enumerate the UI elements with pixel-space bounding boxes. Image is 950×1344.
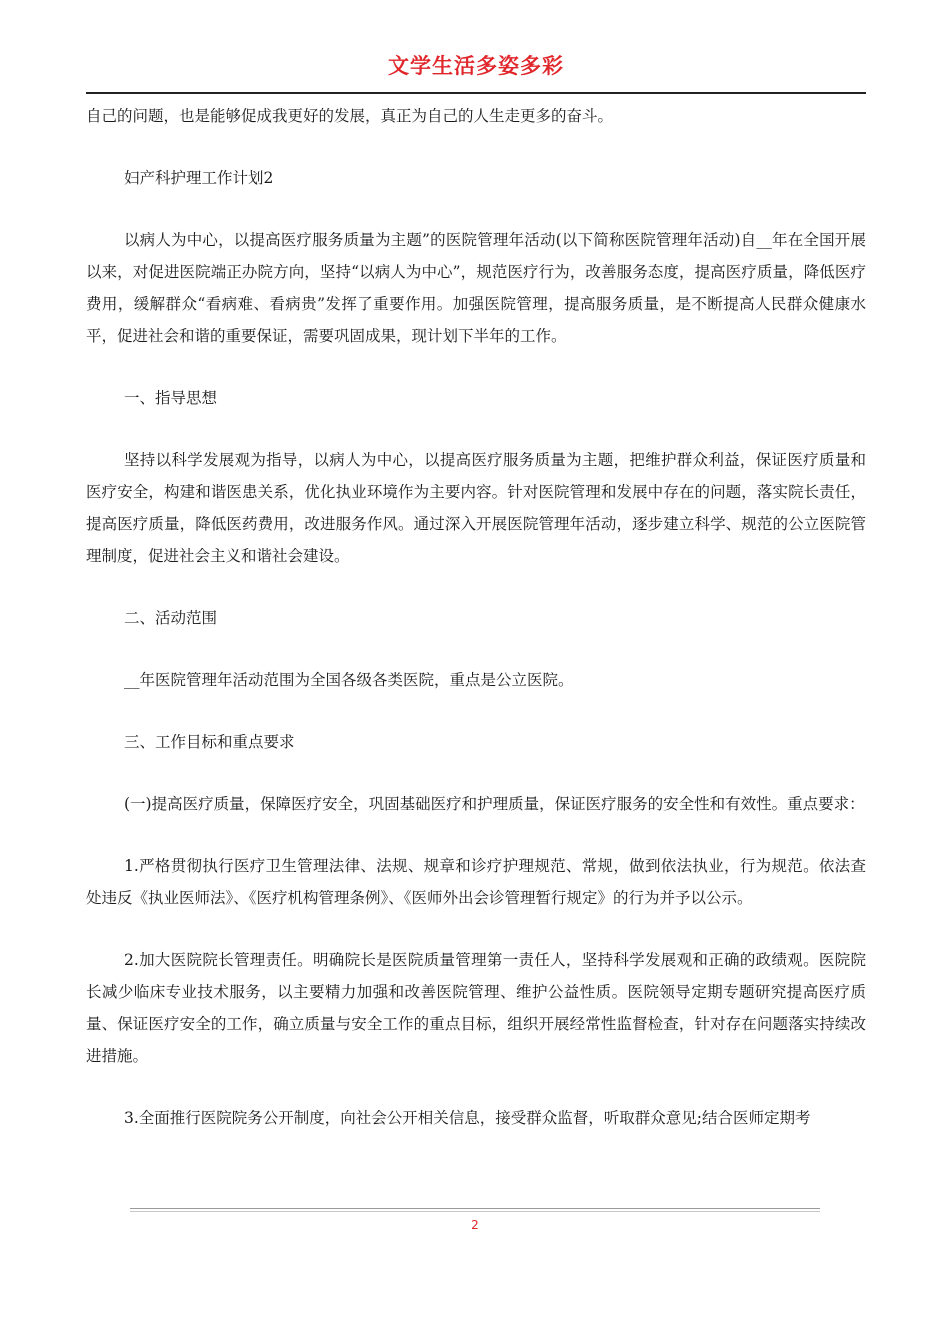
footer-rule (130, 1208, 820, 1212)
document-body (86, 100, 866, 1134)
paragraph-continuation: 自己的问题，也是能够促成我更好的发展，真正为自己的人生走更多的奋斗。 (86, 107, 614, 125)
page-number: 2 (471, 1218, 479, 1232)
paragraph-item-1: 1.严格贯彻执行医疗卫生管理法律、法规、规章和诊疗护理规范、常规，做到依法执业，行为规范。依法查处违反《执业医师法》、《医疗机构管理条例》、《医师外出会诊管理暂行规定》的行为并予以公示。 (86, 857, 866, 907)
heading-guiding-ideology: 一、指导思想 (124, 389, 218, 407)
header-title: 文学生活多姿多彩 (388, 54, 564, 78)
paragraph-activity-scope: __年医院管理年活动范围为全国各级各类医院，重点是公立医院。 (124, 671, 574, 689)
heading-activity-scope: 二、活动范围 (124, 609, 218, 627)
paragraph-intro: 以病人为中心，以提高医疗服务质量为主题”的医院管理年活动(以下简称医院管理年活动)自__年在全国开展以来，对促进医院端正办院方向，坚持“以病人为中心”，规范医疗行为，改善服务态度，提高医疗质量，降低医疗费用，缓解群众“看病难、看病贵”发挥了重要作用。加强医院管理，提高服务质量，是不断提高人民群众健康水平，促进社会和谐的重要保证，需要巩固成果，现计划下半年的工作。 (86, 231, 866, 345)
heading-work-goals: 三、工作目标和重点要求 (124, 733, 295, 751)
paragraph-goal-one: (一)提高医疗质量，保障医疗安全，巩固基础医疗和护理质量，保证医疗服务的安全性和有效性。重点要求： (124, 795, 865, 813)
paragraph-item-2: 2.加大医院院长管理责任。明确院长是医院质量管理第一责任人，坚持科学发展观和正确的政绩观。医院院长减少临床专业技术服务，以主要精力加强和改善医院管理、维护公益性质。医院领导定期专题研究提高医疗质量、保证医疗安全的工作，确立质量与安全工作的重点目标，组织开展经常性监督检查，针对存在问题落实持续改进措施。 (86, 951, 866, 1065)
section-title: 妇产科护理工作计划2 (124, 169, 274, 187)
paragraph-item-3: 3.全面推行医院院务公开制度，向社会公开相关信息，接受群众监督，听取群众意见;结合医师定期考 (124, 1109, 811, 1127)
paragraph-guiding-ideology: 坚持以科学发展观为指导，以病人为中心，以提高医疗服务质量为主题，把维护群众利益，保证医疗质量和医疗安全，构建和谐医患关系，优化执业环境作为主要内容。针对医院管理和发展中存在的问题，落实院长责任，提高医疗质量，降低医药费用，改进服务作风。通过深入开展医院管理年活动，逐步建立科学、规范的公立医院管理制度，促进社会主义和谐社会建设。 (86, 451, 866, 565)
page-header (86, 48, 866, 94)
